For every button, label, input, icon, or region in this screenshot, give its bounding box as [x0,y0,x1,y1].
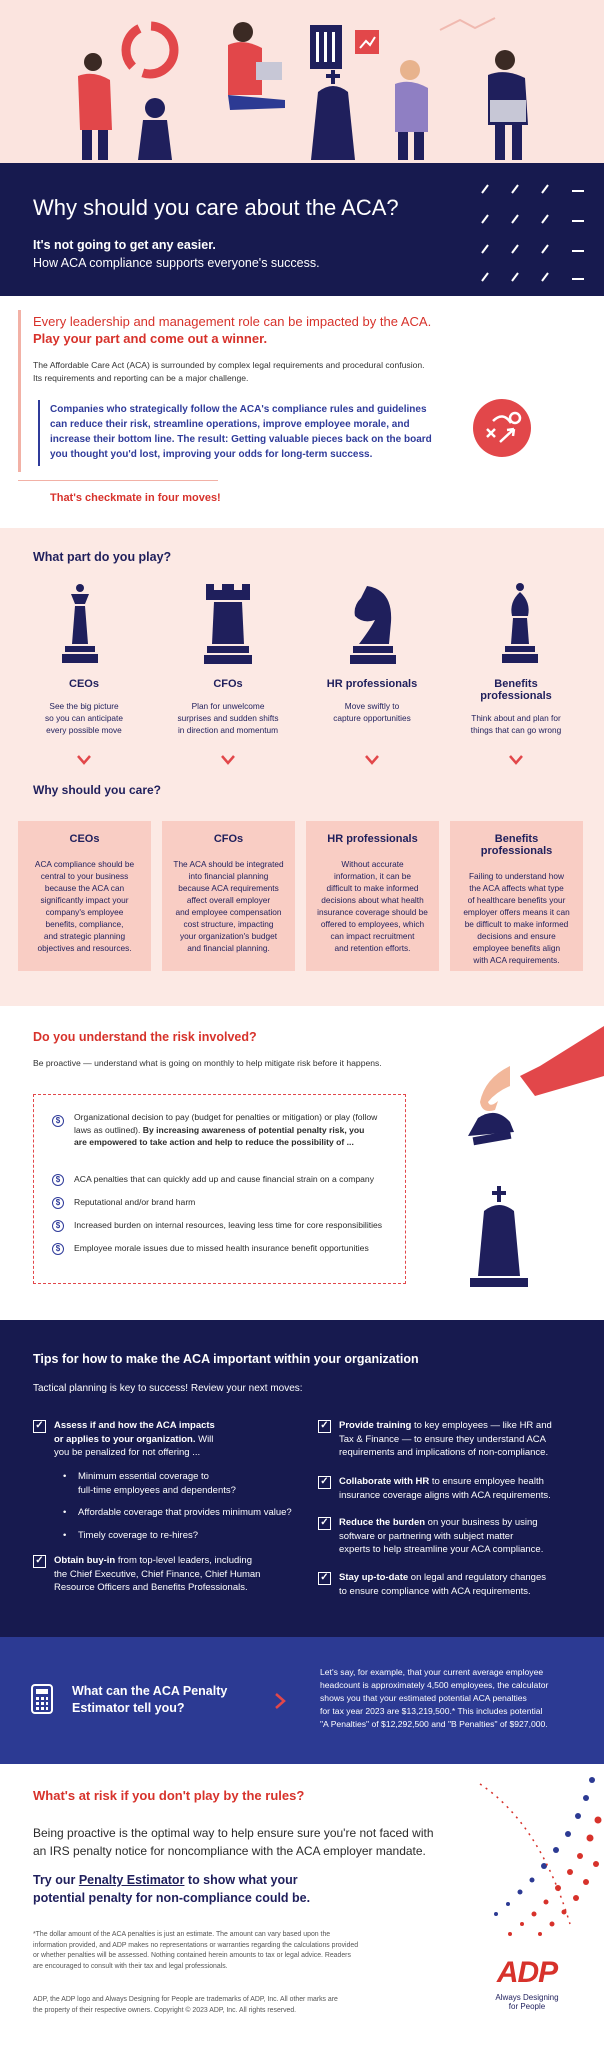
disclaimer-line: information provided, and ADP makes no representations or warranties regarding the calculations provided [33,1941,359,1949]
part-heading: What part do you play? [33,550,172,564]
adp-logo-text: ADP [496,1956,558,1989]
dollar-icon: $ [52,1174,64,1186]
tip-collaborate [318,1475,551,1502]
tip-text: or applies to your organization. [54,1433,196,1445]
tips-intro: Tactical planning is key to success! Review your next moves: [33,1383,303,1394]
intro-body-1: The Affordable Care Act (ACA) is surrounded by complex legal requirements and procedural confusion. [33,360,425,370]
trademark-line: ADP, the ADP logo and Always Designing for People are trademarks of ADP, Inc. All other marks are [33,1996,338,2003]
rules-cta-1 [33,1873,298,1887]
checkbox-icon: ✓ [33,1555,46,1568]
role-title: HR professionals [326,678,418,690]
role-title: Benefits [494,678,538,690]
tip-text: insurance coverage aligns with ACA requirements. [339,1489,551,1501]
risk-text: By increasing awareness of potential penalty risk, you [142,1124,365,1135]
tip-text: Tax & Finance — to ensure they understand ACA [339,1433,547,1445]
risk-list-item: Reputational and/or brand harm [74,1197,196,1207]
calculator-icon [31,1684,53,1714]
risk-box [33,1094,406,1284]
card-text: benefits, compliance, [45,919,124,929]
card-text: can impact recruitment [330,931,415,941]
tip-assess [33,1419,215,1460]
card-text: be difficult to make informed [464,919,569,929]
tip-text: Obtain buy-in [54,1555,116,1566]
card-title: CEOs [69,833,100,845]
card-title: Benefits professionals [480,833,553,857]
tip-text: on legal and regulatory changes [408,1572,546,1583]
card-text: difficult to make informed [326,883,419,893]
intro-headline-2: Play your part and come out a winner. [33,331,268,346]
risk-list-item [74,1111,424,1149]
chevron-down-icon [508,752,524,768]
quote-line: Companies who strategically follow the ACA's compliance rules and guidelines [50,404,427,415]
estimator-line: Let's say, for example, that your current average employee [320,1667,544,1677]
intro-section [0,296,604,528]
card-text: because ACA requirements [178,883,279,893]
risk-text: laws as outlined). [74,1124,143,1135]
tip-text: Provide training [339,1420,412,1431]
tip-text: Resource Officers and Benefits Professionals. [54,1582,248,1593]
chevron-down-icon [220,752,236,768]
rules-cta-2: potential penalty for non-compliance could be. [33,1891,311,1905]
dollar-icon: $ [52,1115,64,1127]
card-title: CFOs [213,833,244,845]
role-text: surprises and sudden shifts [177,713,279,723]
card-title: HR professionals [327,833,418,845]
quote-line: increase their bottom line. The result: Getting valuable pieces back on the board [50,434,432,445]
card-text: company's employee [45,907,124,917]
disclaimer-line: *The dollar amount of the ACA penalties is just an estimate. The amount can vary based upon the [33,1931,331,1938]
tip-text: on your business by using [425,1517,538,1528]
risk-section [0,1006,604,1320]
checkbox-icon: ✓ [318,1517,331,1530]
card-text: objectives and resources. [37,943,132,953]
hero-illustration [0,0,604,163]
tip-training [318,1419,552,1460]
intro-divider [18,480,218,481]
card-text: into financial planning [188,871,269,881]
tip-text: experts to help streamline your ACA compliance. [339,1544,544,1555]
risk-heading: Do you understand the risk involved? [33,1030,257,1044]
bishop-piece-icon [495,582,545,667]
tip-bullet [78,1470,236,1497]
card-text: because the ACA can [44,883,125,893]
card-text: offered to employees, which [320,919,425,929]
diagonal-dash-pattern [470,175,590,287]
risk-text: are empowered to take action and help to reduce the possibility of ... [74,1137,354,1147]
role-ceos [19,678,149,736]
quote-bar [38,400,40,466]
card-text: ACA compliance should be [34,859,135,869]
tip-text: to ensure employee health [429,1476,544,1487]
card-text: with ACA requirements. [473,955,560,965]
knight-piece-icon [345,582,401,667]
role-text: capture opportunities [333,713,411,723]
chevron-down-icon [364,752,380,768]
tip-text: to key employees — like HR and [411,1420,552,1431]
tagline: Always Designing [495,1993,559,2002]
card-text: and strategic planning [43,931,126,941]
tip-text: Reduce the burden [339,1517,426,1528]
role-text: See the big picture [49,701,119,711]
page-title: Why should you care about the ACA? [33,195,399,220]
estimator-question-1: What can the ACA Penalty [72,1684,228,1698]
tip-text: requirements and implications of non-compliance. [339,1447,549,1458]
estimator-line: shows you that your estimated potential ACA penalties [320,1693,527,1703]
card-text: employee benefits align [472,943,561,953]
intro-body-2: Its requirements and reporting can be a major challenge. [33,373,249,383]
business-people-chess-illustration [0,0,604,163]
estimator-line: "A Penalties" of $12,292,500 and "B Penalties" of $927,000. [320,1719,548,1729]
subtitle: How ACA compliance supports everyone's success. [33,256,320,270]
rook-piece-icon [200,582,256,667]
chevron-right-icon [274,1692,286,1710]
tip-text: the Chief Executive, Chief Finance, Chief Human [54,1568,261,1580]
rules-body-2: an IRS penalty notice for noncompliance with the ACA employer mandate. [33,1844,426,1858]
role-text: Move swiftly to [344,701,400,711]
cta-text: Try our [33,1873,79,1887]
card-text: decisions about what health [321,895,424,905]
title-band [0,163,604,296]
estimator-example [320,1666,548,1731]
tip-buy-in [33,1554,260,1595]
chevron-down-icon [76,752,92,768]
card-text: central to your business [40,871,129,881]
adp-logo [487,1957,567,2011]
care-card-benefits [450,821,583,971]
card-text: Without accurate [341,859,404,869]
tagline: for People [508,2002,546,2011]
role-text: things that can go wrong [470,725,562,735]
tip-text: software or partnering with subject matter [339,1530,514,1542]
bullet-text: • Minimum essential coverage to [78,1471,209,1482]
checkbox-icon: ✓ [318,1420,331,1433]
tip-text: Collaborate with HR [339,1476,430,1487]
dollar-icon: $ [52,1243,64,1255]
rules-section [0,1764,604,2063]
tip-bullet: • Affordable coverage that provides minimum value? [78,1506,292,1520]
role-text: Plan for unwelcome [191,701,265,711]
role-cfos [163,678,293,736]
role-title: CFOs [213,678,243,690]
estimator-line: for tax year 2023 are $13,219,500.* This includes potential [320,1706,543,1716]
card-text: significantly impact your [40,895,129,905]
cta-text: to show what your [184,1873,298,1887]
card-text: and retention efforts. [334,943,411,953]
checkbox-icon: ✓ [318,1572,331,1585]
card-text: The ACA should be integrated [173,859,284,869]
role-title: CEOs [69,678,99,690]
role-text: in direction and momentum [177,725,279,735]
card-text: information, it can be [333,871,412,881]
checkbox-icon: ✓ [33,1420,46,1433]
tip-text: Stay up-to-date [339,1572,409,1583]
estimator-band[interactable] [0,1637,604,1764]
risk-list-item: ACA penalties that can quickly add up and cause financial strain on a company [74,1174,375,1184]
dollar-icon: $ [52,1220,64,1232]
role-benefits [451,678,581,736]
intro-quote [50,402,432,462]
card-text: the ACA affects what type [469,883,564,893]
tip-reduce-burden [318,1516,543,1557]
care-heading: Why should you care? [33,783,162,797]
subtitle-bold: It's not going to get any easier. [33,238,216,252]
role-text: every possible move [46,725,122,735]
dollar-icon: $ [52,1197,64,1209]
role-title: professionals [480,690,552,702]
care-card-hr [306,821,439,971]
card-text: cost structure, impacting [183,919,274,929]
card-text: and employee compensation [175,907,282,917]
checkmate-text: That's checkmate in four moves! [50,492,221,504]
quote-line: can reduce their risk, streamline operations, improve employee morale, and [50,419,410,430]
tip-text: from top-level leaders, including [115,1555,252,1566]
trademark-notice [33,1995,338,2016]
role-hr [307,678,437,724]
rules-heading: What's at risk if you don't play by the rules? [33,1788,305,1803]
disclaimer-line: or whether penalties will be assessed. Nothing contained herein amounts to tax or legal advice. Readers [33,1952,351,1959]
risk-intro: Be proactive — understand what is going on monthly to help mitigate risk before it happens. [33,1058,382,1068]
card-text: employer offers means it can [463,907,570,917]
risk-list-item: Increased burden on internal resources, leaving less time for core responsibilities [74,1220,383,1230]
intro-accent-bar [18,310,21,472]
trademark-line: the property of their respective owners. Copyright © 2023 ADP, Inc. All rights reserved. [33,2006,297,2014]
tip-text: Will [195,1433,214,1445]
role-text: so you can anticipate [45,713,123,723]
risk-text: Organizational decision to pay (budget for penalties or mitigation) or play (follow [74,1112,378,1122]
card-text: decisions and ensure [477,931,556,941]
risk-list-item: Employee morale issues due to missed health insurance benefit opportunities [74,1243,369,1253]
intro-headline-1: Every leadership and management role can be impacted by the ACA. [33,314,432,329]
card-text: insurance coverage should be [317,907,428,917]
care-card-cfos [162,821,295,971]
strategy-play-icon [473,399,531,457]
tip-bullet: • Timely coverage to re-hires? [78,1529,198,1543]
card-text: your organization's budget [179,931,278,941]
card-text: of healthcare benefits your [467,895,566,905]
bullet-text: full-time employees and dependents? [78,1484,236,1496]
quote-line: you thought you'd lost, improving your odds for long-term success. [50,449,373,460]
tip-text: to ensure compliance with ACA requirements. [339,1585,531,1597]
estimator-line: headcount is approximately 4,500 employees, the calculator [320,1680,549,1690]
card-text: and financial planning. [187,943,270,953]
tip-up-to-date [318,1571,546,1598]
role-text: Think about and plan for [471,713,561,723]
checkbox-icon: ✓ [318,1476,331,1489]
hand-moving-chess-piece-illustration [440,1006,604,1320]
estimator-question-2: Estimator tell you? [72,1701,185,1715]
dotted-swoosh-decoration [440,1764,604,1939]
queen-piece-icon [55,582,105,667]
card-text: affect overall employer [186,895,271,905]
tips-heading: Tips for how to make the ACA important within your organization [33,1352,419,1366]
care-card-ceos [18,821,151,971]
tip-text: Assess if and how the ACA impacts [54,1420,215,1431]
disclaimer-line: are encouraged to consult with their tax and legal professionals. [33,1962,228,1970]
rules-body-1: Being proactive is the optimal way to help ensure sure you're not faced with [33,1826,434,1840]
tip-text: you be penalized for not offering ... [54,1447,201,1458]
tips-section [0,1320,604,1637]
penalty-estimator-link[interactable]: Penalty Estimator [78,1873,185,1887]
disclaimer [33,1930,358,1972]
card-text: Failing to understand how [468,871,564,881]
